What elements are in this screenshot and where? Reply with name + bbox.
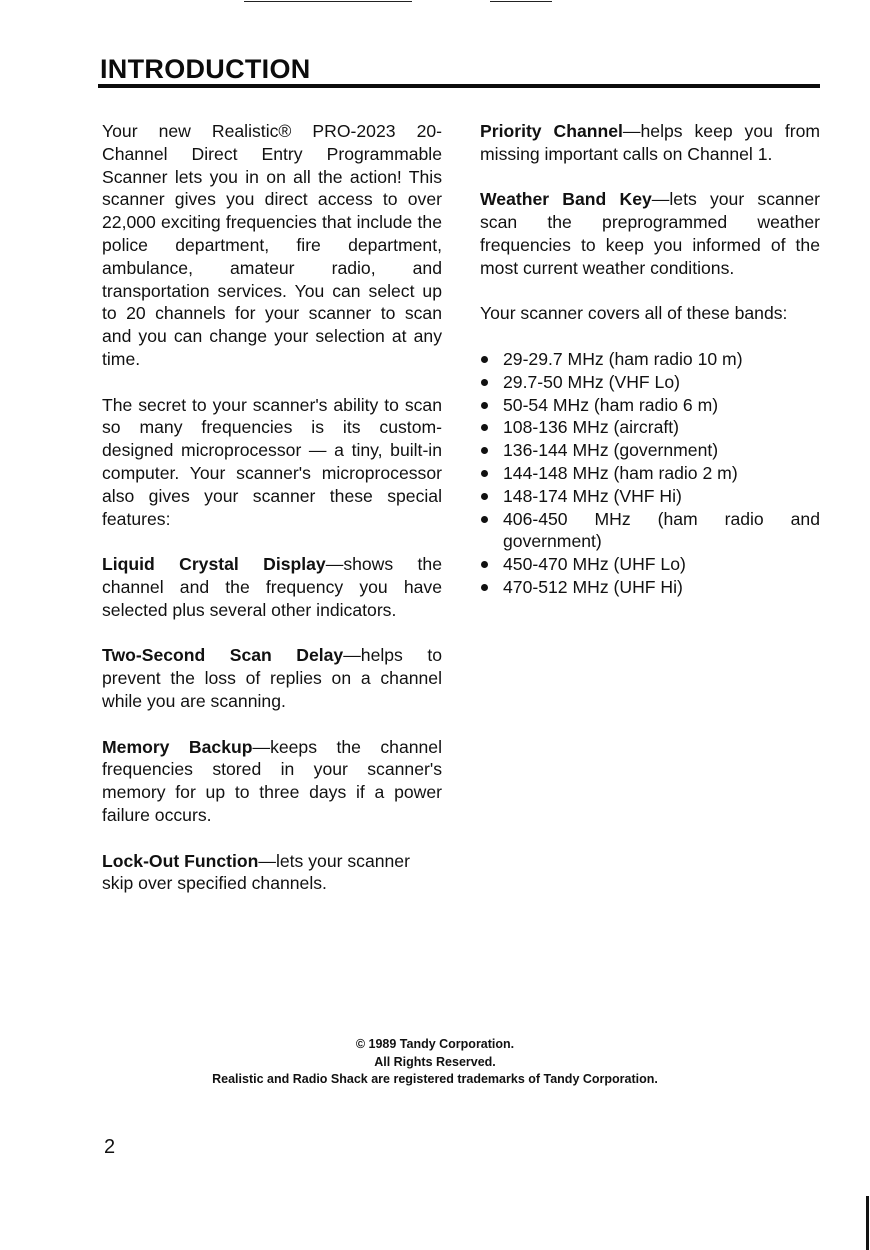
feature-priority-channel [480,120,820,166]
frequency-band-list [480,348,820,599]
page-title: INTRODUCTION [100,54,311,84]
band-label: 50-54 MHz (ham radio 6 m) [503,394,719,415]
left-column [102,120,442,918]
title-underline-rule [98,84,820,88]
scan-artifact-line [244,1,412,2]
list-item [480,371,820,394]
feature-description: —lets your scanner scan the preprogrammed weather frequencies to keep you informed of the most current weather conditions. [480,189,820,278]
feature-term: Weather Band Key [480,189,652,210]
rights-line: All Rights Reserved. [374,1054,496,1069]
page-edge-mark [866,1196,869,1250]
feature-term: Lock-Out Function [102,850,259,871]
list-item [480,553,820,576]
bullet-icon [481,470,488,477]
bullet-icon [481,516,488,523]
copyright-line: © 1989 Tandy Corporation. [355,1037,515,1051]
band-label: 450-470 MHz (UHF Lo) [503,554,686,575]
feature-term: Liquid Crystal Display [102,554,326,575]
band-label: 108-136 MHz (aircraft) [503,417,679,438]
list-item [480,576,820,599]
list-item [480,439,820,462]
feature-term: Two-Second Scan Delay [102,645,344,666]
bullet-icon [481,447,488,454]
list-item [480,462,820,485]
list-item [480,348,820,371]
band-label: 148-174 MHz (VHF Hi) [503,485,682,506]
feature-weather-band-key [480,188,820,279]
list-item [480,485,820,508]
feature-description: —lets your scanner skip over specified channels. [102,850,410,894]
bands-intro: Your scanner covers all of these bands: [480,303,788,324]
feature-description: —shows the channel and the frequency you have selected plus several other indicators. [102,554,442,620]
scan-artifact-line [490,1,552,2]
feature-description: —helps keep you from missing important calls on Channel 1. [480,121,821,164]
feature-term: Priority Channel [480,121,623,141]
list-item [480,508,820,554]
bullet-icon [481,561,488,568]
feature-liquid-crystal-display [102,553,442,621]
feature-description: —helps to prevent the loss of replies on a channel while you are scanning. [102,645,442,711]
list-item [480,416,820,439]
trademark-line: Realistic and Radio Shack are registered trademarks of Tandy Corporation. [212,1072,658,1086]
right-column [480,120,820,599]
bullet-icon [481,379,488,386]
band-label: 406-450 MHz (ham radio and government) [503,508,820,552]
list-item [480,394,820,417]
feature-memory-backup [102,736,442,827]
bullet-icon [481,356,488,363]
band-label: 29-29.7 MHz (ham radio 10 m) [503,348,743,369]
band-label: 470-512 MHz (UHF Hi) [503,576,683,597]
band-label: 144-148 MHz (ham radio 2 m) [503,462,738,483]
bullet-icon [481,424,488,431]
page-number: 2 [104,1136,116,1158]
intro-paragraph: Your new Realistic® PRO-2023 20-Channel Direct Entry Programmable Scanner lets you in on all the action! This scanner gives you direct access to over 22,000 exciting frequencies that include the police department, fire department, ambulance, amateur radio, and transportation services. You can select up to 20 channels for your scanner to scan and you can change your selection at any time. [102,121,442,369]
copyright-notice [0,1036,870,1089]
feature-two-second-scan-delay [102,644,442,712]
bullet-icon [481,402,488,409]
feature-description: —keeps the channel frequencies stored in your scanner's memory for up to three days if a power failure occurs. [102,736,442,825]
band-label: 136-144 MHz (government) [503,440,719,461]
bullet-icon [481,493,488,500]
feature-lock-out-function [102,850,442,896]
microprocessor-paragraph: The secret to your scanner's ability to scan so many frequencies is its custom-designed microprocessor — a tiny, built-in computer. Your scanner's microprocessor also gives your scanner these special features: [102,394,442,529]
feature-term: Memory Backup [102,736,253,757]
bullet-icon [481,584,488,591]
band-label: 29.7-50 MHz (VHF Lo) [503,371,680,392]
